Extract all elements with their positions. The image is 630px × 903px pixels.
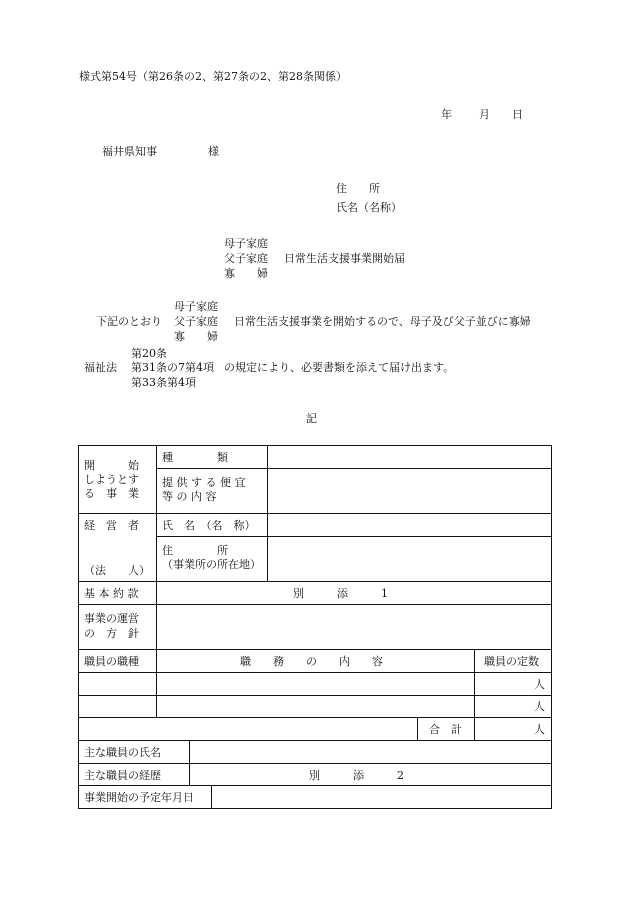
rule bbox=[211, 785, 212, 808]
law-name: 福祉法 bbox=[84, 361, 117, 374]
attachment-1: 別 添 1 bbox=[293, 587, 388, 600]
body-option-1: 母子家庭 bbox=[174, 300, 218, 313]
policy-label-line1: 事業の運営 bbox=[84, 612, 139, 625]
rule bbox=[156, 468, 552, 469]
rule bbox=[78, 513, 552, 514]
policy-label-line2: の 方 針 bbox=[84, 627, 139, 640]
rule bbox=[78, 717, 552, 718]
ki-heading: 記 bbox=[306, 412, 317, 425]
body-option-2: 父子家庭 bbox=[174, 315, 218, 328]
service-label-line1: 提 供 す る 便 宜 bbox=[162, 476, 246, 489]
rule bbox=[78, 581, 552, 582]
staff-quota-header: 職員の定数 bbox=[484, 655, 539, 668]
operator-name-label: 氏 名 （名 称） bbox=[162, 519, 256, 532]
kind-label: 種 類 bbox=[162, 451, 228, 464]
title-option-2: 父子家庭 bbox=[224, 252, 268, 265]
name-label: 氏名（名称） bbox=[336, 201, 402, 214]
quota-unit-total: 人 bbox=[534, 723, 545, 736]
law-sentence: の規定により、必要書類を添えて届け出ます。 bbox=[224, 361, 455, 374]
table-border-top bbox=[78, 445, 552, 446]
rule bbox=[156, 445, 157, 581]
attachment-2: 別 添 2 bbox=[309, 769, 404, 782]
service-label-line2: 等 の 内 容 bbox=[162, 490, 217, 503]
law-article-2: 第31条の7第4項 bbox=[131, 361, 214, 374]
operator-label: 経 営 者 bbox=[84, 519, 139, 532]
rule bbox=[78, 763, 552, 764]
business-label-line3: る 事 業 bbox=[84, 487, 139, 500]
form-table bbox=[78, 445, 552, 809]
operator-address-label-line1: 住 所 bbox=[162, 544, 228, 557]
rule bbox=[156, 581, 157, 604]
articles-label: 基 本 約 款 bbox=[84, 587, 139, 600]
rule bbox=[417, 717, 418, 740]
main-staff-names-label: 主な職員の氏名 bbox=[84, 746, 161, 759]
quota-unit-2: 人 bbox=[534, 700, 545, 713]
body-intro: 下記のとおり bbox=[96, 315, 162, 328]
date-day-label: 日 bbox=[512, 108, 523, 121]
honorific: 様 bbox=[208, 145, 219, 158]
table-border-bottom bbox=[78, 808, 552, 809]
main-staff-career-label: 主な職員の経歴 bbox=[84, 769, 161, 782]
date-year-label: 年 bbox=[441, 108, 452, 121]
table-border-right bbox=[551, 445, 552, 809]
addressee: 福井県知事 bbox=[102, 145, 157, 158]
rule bbox=[78, 649, 552, 650]
business-label-line2: しようとす bbox=[84, 473, 139, 486]
total-label: 合 計 bbox=[429, 723, 462, 736]
rule bbox=[156, 649, 157, 717]
rule bbox=[78, 785, 552, 786]
rule bbox=[156, 536, 552, 537]
law-article-3: 第33条第4項 bbox=[131, 376, 196, 389]
rule bbox=[474, 649, 475, 740]
operator-address-label-line2: （事業所の所在地） bbox=[162, 558, 261, 571]
table-border-left bbox=[78, 445, 79, 809]
body-sentence: 日常生活支援事業を開始するので、母子及び父子並びに寡婦 bbox=[234, 315, 531, 328]
title-option-3: 寡 婦 bbox=[224, 267, 268, 280]
corporation-label: （法 人） bbox=[84, 564, 150, 577]
body-option-3: 寡 婦 bbox=[174, 330, 218, 343]
form-number: 様式第54号（第26条の2、第27条の2、第28条関係） bbox=[79, 70, 347, 83]
law-article-1: 第20条 bbox=[131, 347, 167, 360]
rule bbox=[267, 445, 268, 581]
page-title: 日常生活支援事業開始届 bbox=[284, 252, 405, 265]
rule bbox=[78, 672, 552, 673]
rule bbox=[78, 604, 552, 605]
quota-unit-1: 人 bbox=[534, 678, 545, 691]
staff-type-header: 職員の職種 bbox=[84, 655, 139, 668]
business-label-line1: 開 始 bbox=[84, 459, 139, 472]
date-month-label: 月 bbox=[479, 108, 490, 121]
rule bbox=[189, 740, 190, 785]
address-label: 住 所 bbox=[336, 182, 380, 195]
start-date-label: 事業開始の予定年月日 bbox=[84, 791, 194, 804]
rule bbox=[78, 695, 552, 696]
title-option-1: 母子家庭 bbox=[224, 237, 268, 250]
duties-header: 職 務 の 内 容 bbox=[240, 655, 383, 668]
rule bbox=[156, 604, 157, 649]
rule bbox=[78, 740, 552, 741]
